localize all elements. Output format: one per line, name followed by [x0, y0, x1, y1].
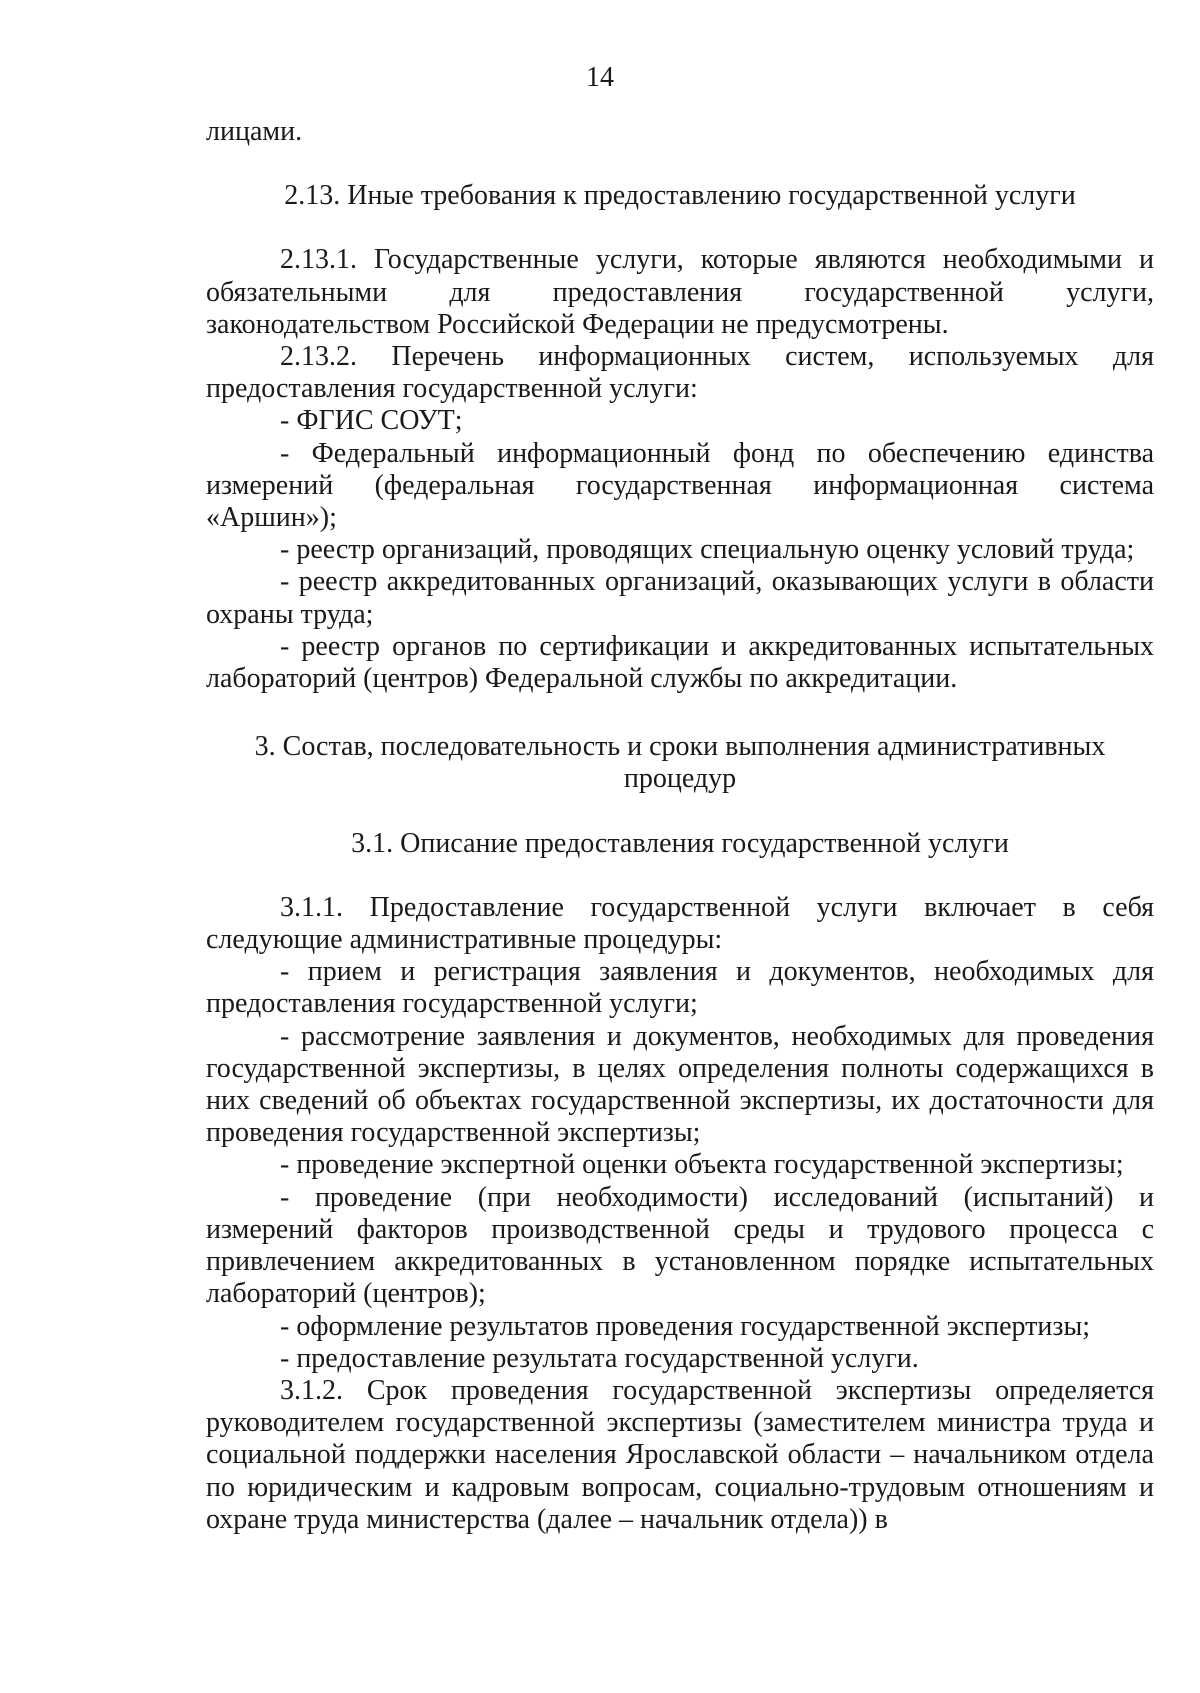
paragraph: - предоставление результата государственной услуги.: [280, 1342, 919, 1374]
spacer: [206, 796, 1154, 828]
paragraph: 3.1.2. Срок проведения государственной экспертизы определяется руководителем государственной экспертизы (заместителем министра труда и социальной поддержки населения Ярославской области – начальником отдела по юридическим и кадровым вопросам, социально-трудовым отношениям и охране труда министерства (далее – начальник отдела)) в: [206, 1374, 1154, 1535]
paragraph: - реестр организаций, проводящих специальную оценку условий труда;: [280, 534, 1135, 566]
paragraph: - ФГИС СОУТ;: [280, 405, 463, 437]
paragraph: - проведение (при необходимости) исследований (испытаний) и измерений факторов производственной среды и трудового процесса с привлечением аккредитованных в установленном порядке испытательных лабораторий (центров);: [206, 1181, 1154, 1310]
spacer: [206, 148, 1154, 180]
page-number: 14: [586, 62, 614, 93]
paragraph: лицами.: [206, 116, 303, 147]
section-heading: 3.1. Описание предоставления государственной услуги: [351, 827, 1009, 859]
section-heading: 2.13. Иные требования к предоставлению государственной услуги: [284, 180, 1076, 212]
spacer: [206, 695, 1154, 731]
paragraph: - оформление результатов проведения государственной экспертизы;: [280, 1310, 1091, 1342]
spacer: [206, 860, 1154, 892]
paragraph: 3.1.1. Предоставление государственной услуги включает в себя следующие административные процедуры:: [206, 891, 1154, 956]
section-heading: 3. Состав, последовательность и сроки выполнения административных процедур: [254, 731, 1106, 795]
paragraph: - прием и регистрация заявления и документов, необходимых для предоставления государственной услуги;: [206, 956, 1154, 1020]
paragraph: 2.13.1. Государственные услуги, которые являются необходимыми и обязательными для предоставления государственной услуги, законодательством Российской Федерации не предусмотрены.: [206, 244, 1154, 340]
spacer: [206, 212, 1154, 244]
paragraph: - Федеральный информационный фонд по обеспечению единства измерений (федеральная государственная информационная система «Аршин»);: [206, 437, 1154, 534]
paragraph: - реестр органов по сертификации и аккредитованных испытательных лабораторий (центров) Федеральной службы по аккредитации.: [206, 630, 1154, 695]
document-body: [206, 116, 1154, 1536]
paragraph: 2.13.2. Перечень информационных систем, используемых для предоставления государственной услуги:: [206, 341, 1154, 405]
paragraph: - проведение экспертной оценки объекта государственной экспертизы;: [280, 1149, 1124, 1181]
paragraph: - реестр аккредитованных организаций, оказывающих услуги в области охраны труда;: [206, 566, 1154, 630]
paragraph: - рассмотрение заявления и документов, необходимых для проведения государственной экспертизы, в целях определения полноты содержащихся в них сведений об объектах государственной экспертизы, их достаточности для проведения государственной экспертизы;: [206, 1020, 1154, 1149]
